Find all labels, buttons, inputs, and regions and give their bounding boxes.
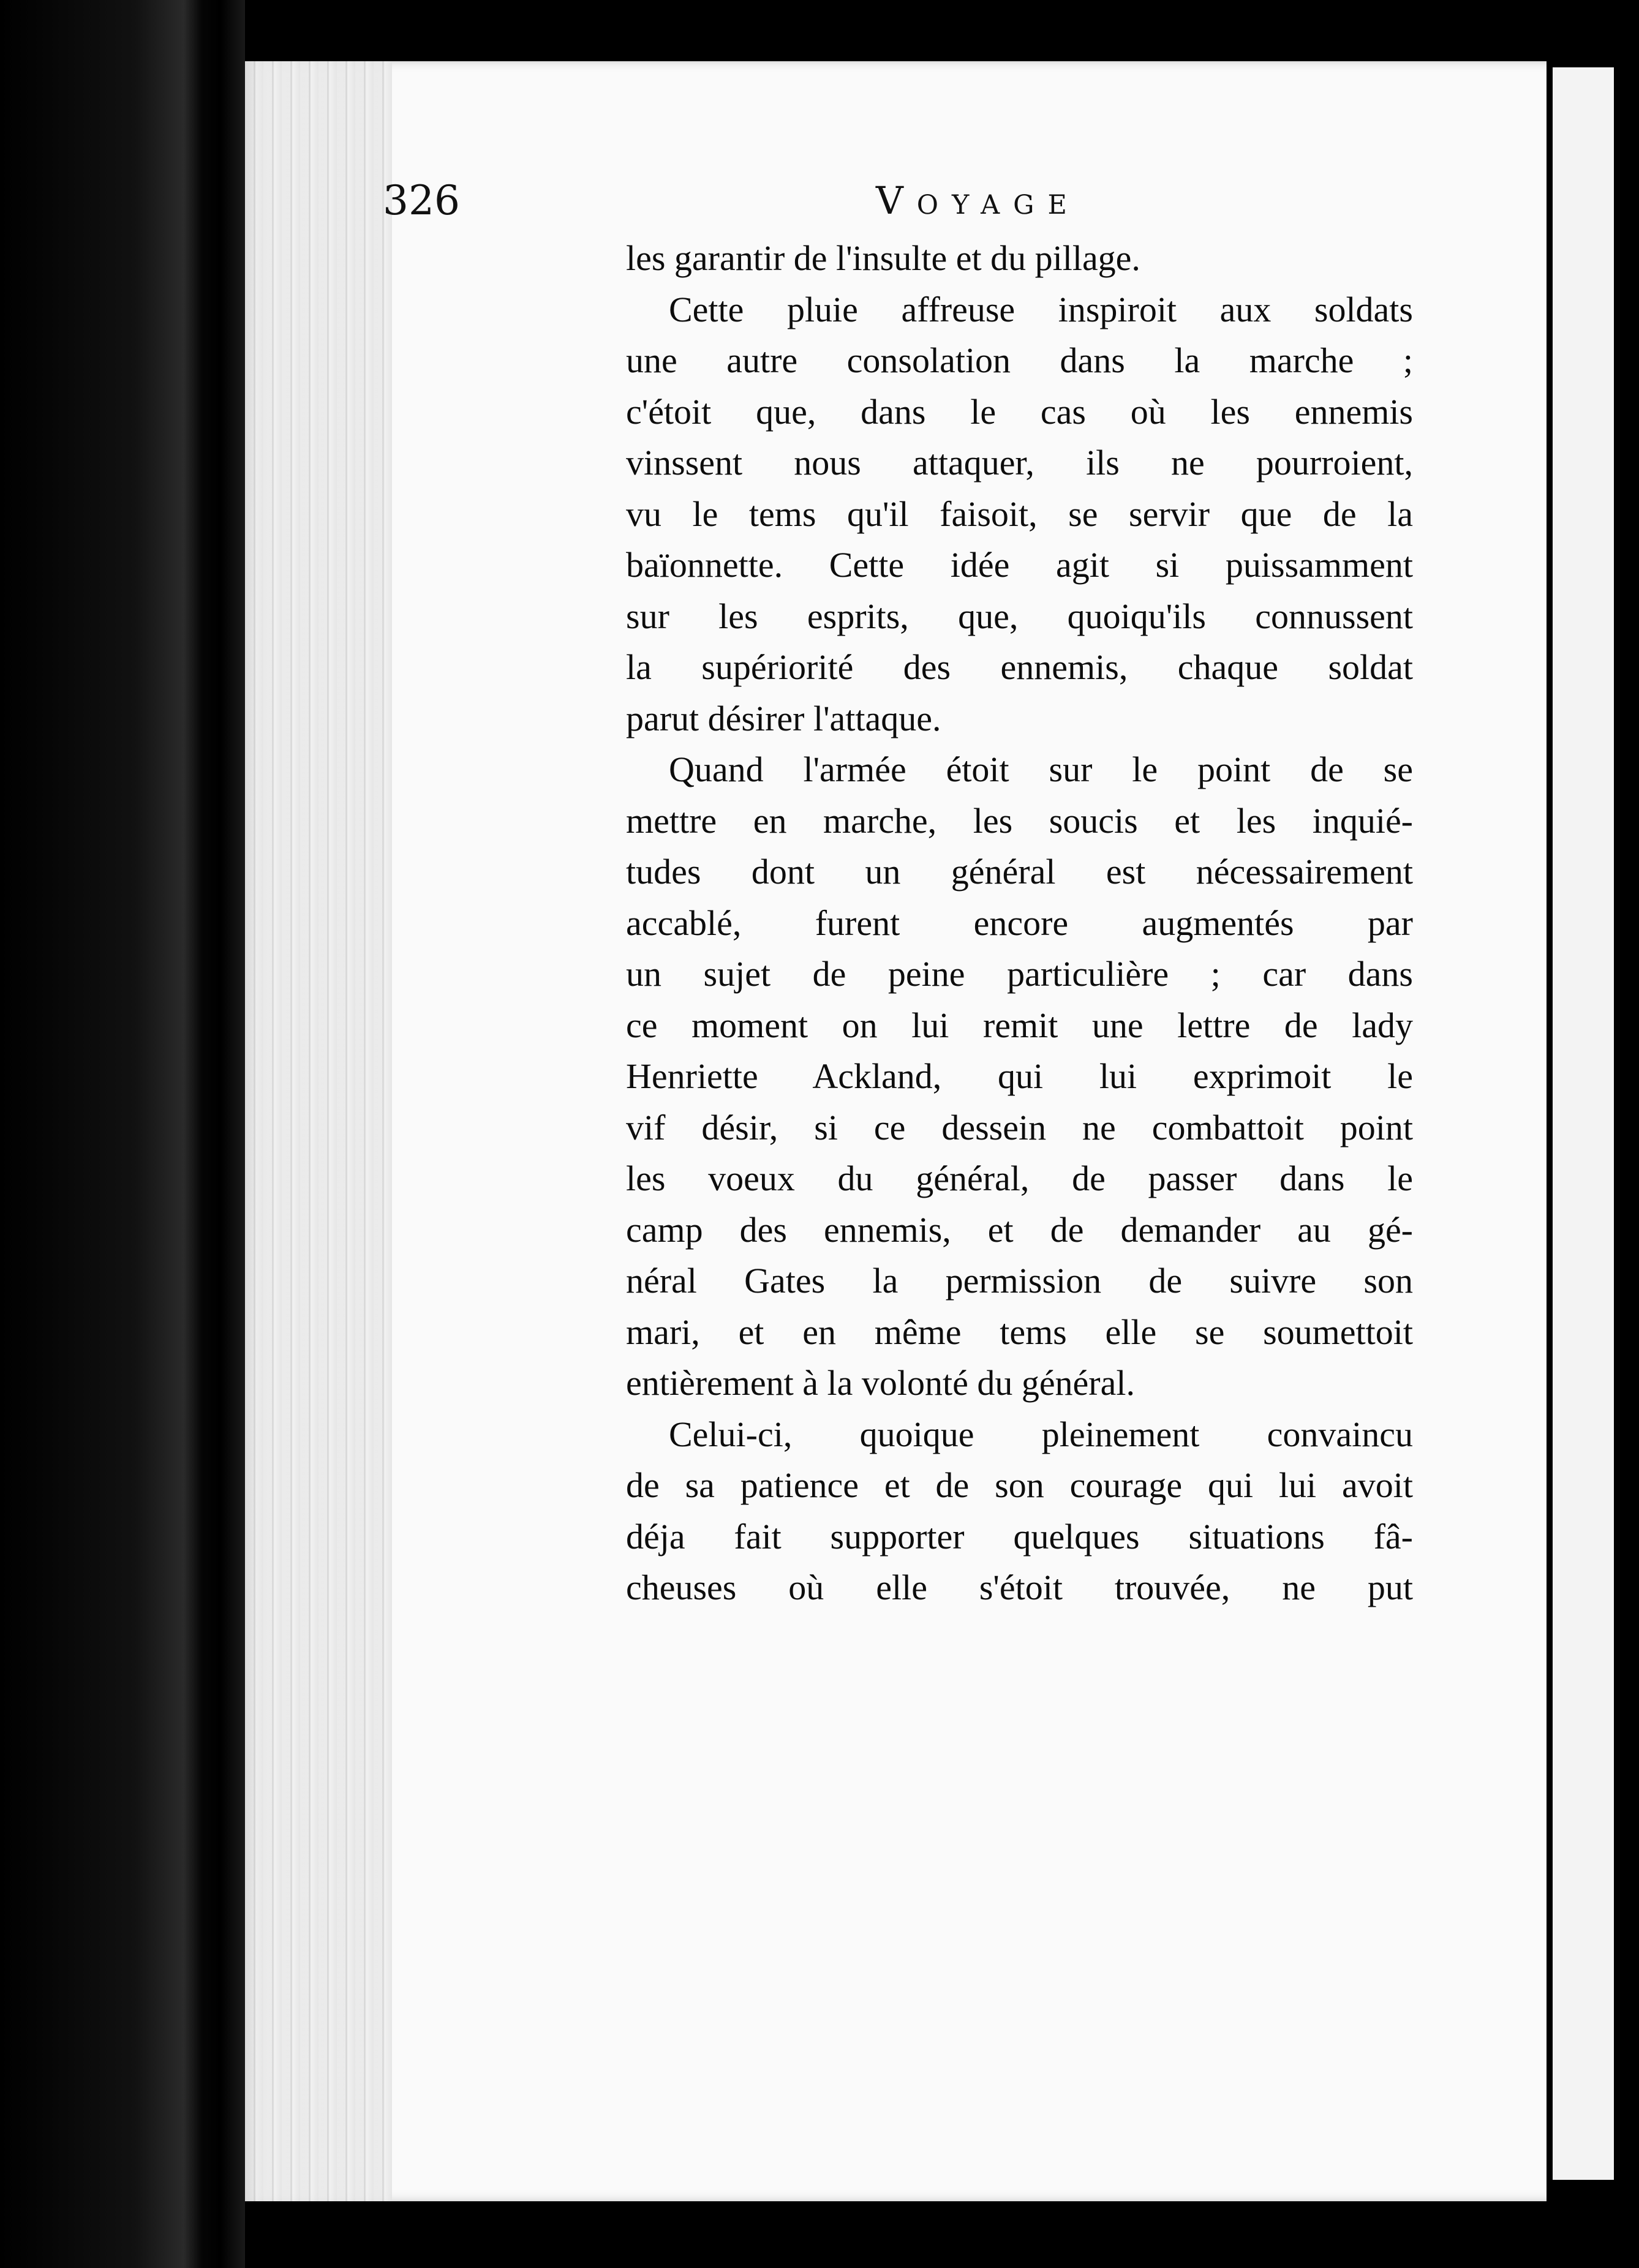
text-line: vu le tems qu'il faisoit, se servir que de la [626,494,1413,534]
text-line: ce moment on lui remit une lettre de lady [626,1005,1413,1045]
text-line: camp des ennemis, et de demander au gé- [626,1209,1413,1250]
text-line: vinssent nous attaquer, ils ne pourroient, [626,443,1413,483]
text-line: vif désir, si ce dessein ne combattoit point [626,1107,1413,1147]
text-line: mari, et en même tems elle se soumettoit [626,1312,1413,1352]
running-title: Voyage [876,178,1080,223]
text-line: mettre en marche, les soucis et les inquié- [626,800,1413,841]
text-line: Celui-ci, quoique pleinement convaincu [669,1414,1413,1454]
text-line: néral Gates la permission de suivre son [626,1261,1413,1301]
bleed-through [735,1653,1347,1659]
text-line: tudes dont un général est nécessairement [626,852,1413,892]
text-line: Henriette Ackland, qui lui exprimoit le [626,1056,1413,1096]
text-line: déja fait supporter quelques situations fâ- [626,1516,1413,1556]
text-line: Cette pluie affreuse inspiroit aux soldats [669,289,1413,329]
text-line: accablé, furent encore augmentés par [626,903,1413,943]
text-line: de sa patience et de son courage qui lui avoit [626,1465,1413,1505]
text-line: un sujet de peine particulière ; car dans [626,954,1413,994]
text-line: une autre consolation dans la marche ; [626,340,1413,380]
body-text [626,233,1413,1613]
text-line: sur les esprits, que, quoiqu'ils connussent [626,596,1413,636]
page-edge-stack [245,61,392,2201]
text-line: les voeux du général, de passer dans le [626,1158,1413,1198]
text-line: entièrement à la volonté du général. [626,1363,1135,1403]
text-line: les garantir de l'insulte et du pillage. [626,238,1140,278]
text-line: parut désirer l'attaque. [626,698,941,738]
text-line: la supériorité des ennemis, chaque soldat [626,647,1413,687]
book-binding-shadow [0,0,245,2268]
text-line: cheuses où elle s'étoit trouvée, ne put [626,1568,1413,1607]
adjacent-page-edge [1553,67,1614,2180]
running-head [383,173,1302,228]
text-line: Quand l'armée étoit sur le point de se [669,749,1413,789]
page-number: 326 [383,177,460,224]
text-line: baïonnette. Cette idée agit si puissamment [626,545,1413,585]
text-line: c'étoit que, dans le cas où les ennemis [626,391,1413,432]
